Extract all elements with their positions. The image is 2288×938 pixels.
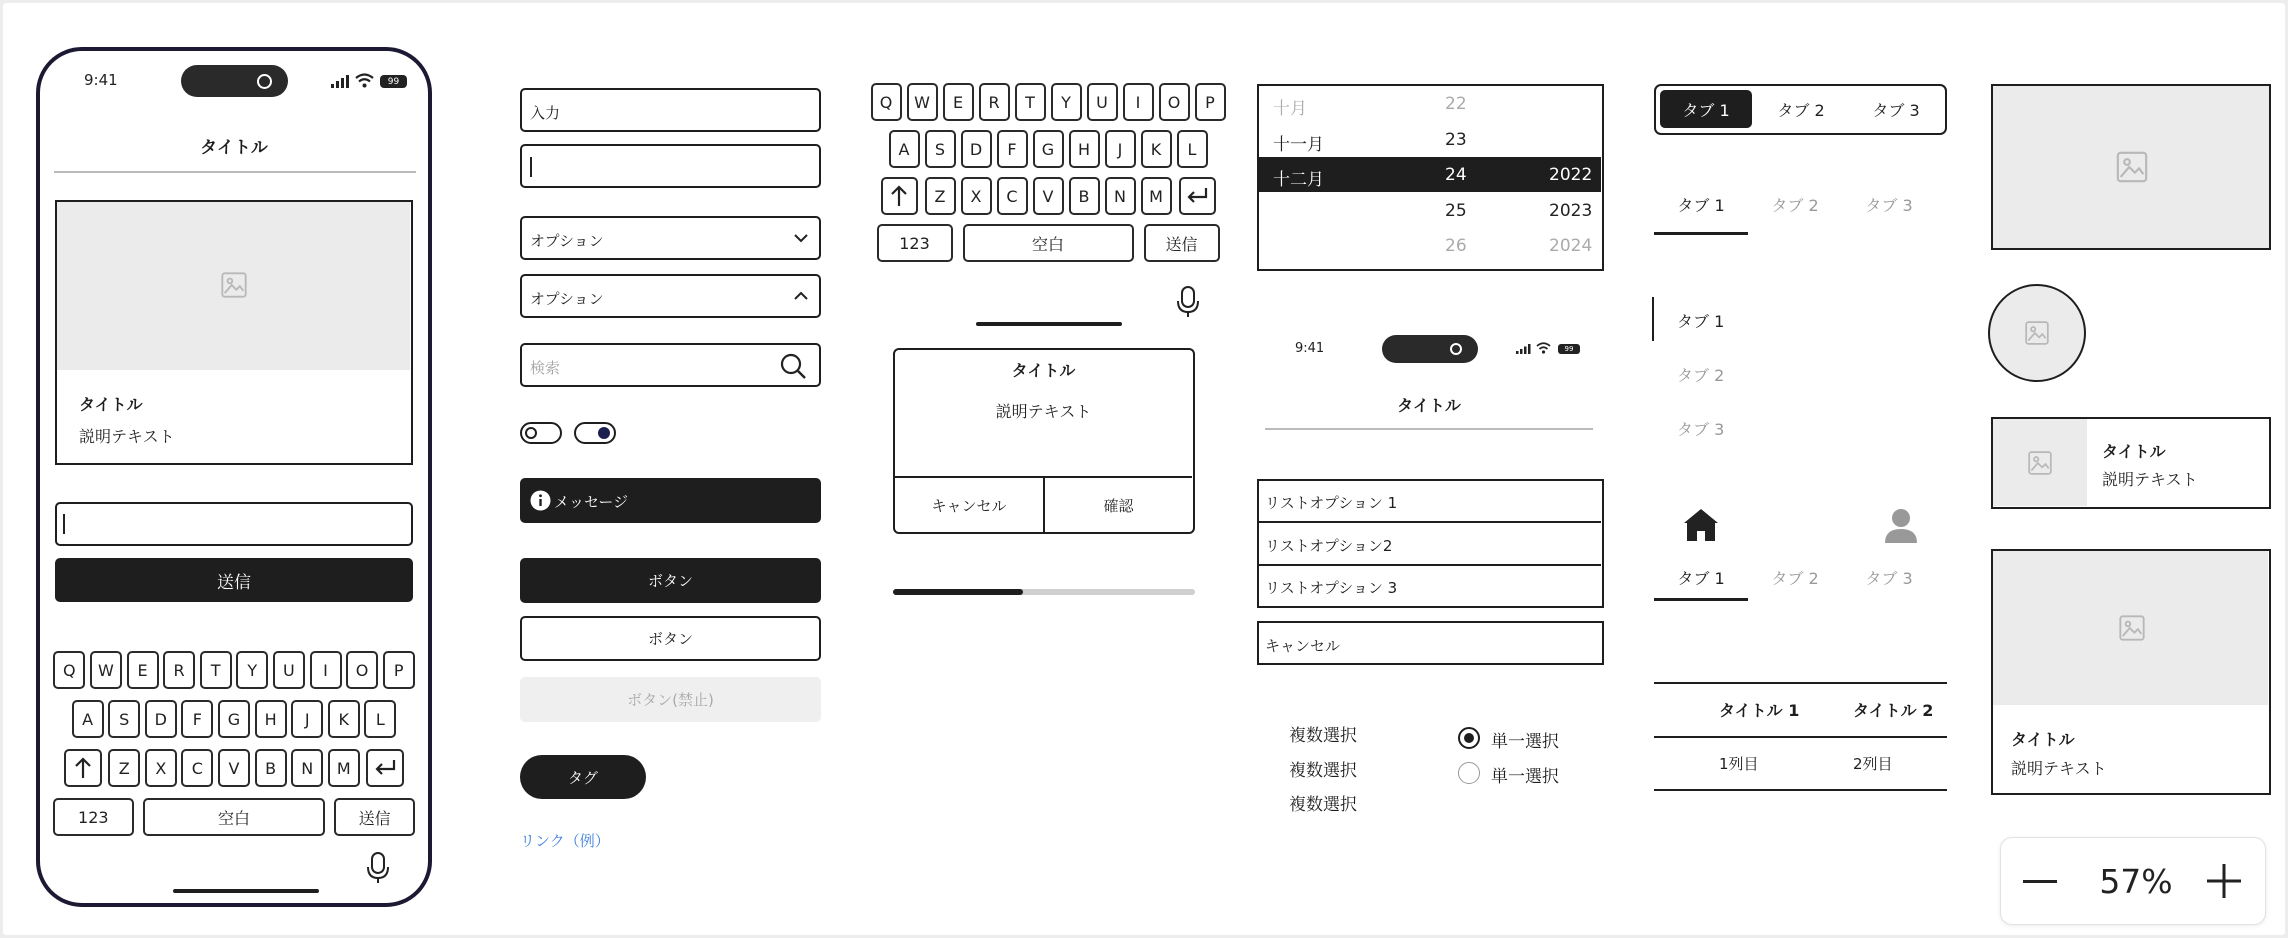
select-open[interactable]: オプション <box>520 274 821 318</box>
text-input-focused[interactable] <box>520 144 821 188</box>
segment-tab[interactable]: タブ 2 <box>1777 100 1825 120</box>
key[interactable]: N <box>291 749 323 787</box>
card-image <box>57 202 410 370</box>
key[interactable]: T <box>200 651 232 689</box>
radio-unchecked[interactable] <box>1458 762 1480 784</box>
text-input[interactable] <box>55 502 413 546</box>
key[interactable]: D <box>145 700 177 738</box>
card-desc: 説明テキスト <box>2011 759 2107 778</box>
key[interactable]: X <box>961 177 992 215</box>
image-placeholder <box>1991 84 2271 250</box>
dialog-confirm-button[interactable]: 確認 <box>1103 496 1134 515</box>
space-key[interactable]: 空白 <box>963 224 1134 262</box>
key[interactable]: M <box>328 749 360 787</box>
dialog-cancel-button[interactable]: キャンセル <box>931 496 1007 515</box>
zoom-control <box>2000 837 2266 925</box>
picker-row-selected[interactable] <box>1259 157 1601 192</box>
key[interactable]: K <box>1141 130 1172 168</box>
table-cell: 2列目 <box>1853 755 1893 773</box>
toggle-off[interactable] <box>520 422 562 444</box>
shift-key[interactable] <box>64 749 102 787</box>
key[interactable]: O <box>346 651 378 689</box>
key[interactable]: S <box>925 130 956 168</box>
avatar-placeholder <box>1988 284 2086 382</box>
shift-icon <box>74 757 92 779</box>
vertical-tabs <box>1652 297 1732 447</box>
key[interactable]: I <box>310 651 342 689</box>
text-input-filled[interactable]: 入力 <box>520 88 821 132</box>
card[interactable] <box>55 200 413 465</box>
picker-year: 2022 <box>1549 165 1593 185</box>
shift-key[interactable] <box>881 177 918 215</box>
action-list <box>1257 479 1604 608</box>
key[interactable]: J <box>1105 130 1136 168</box>
user-icon[interactable] <box>1884 508 1918 544</box>
segment-tab[interactable]: タブ 1 <box>1660 90 1752 128</box>
progress-bar <box>893 589 1195 595</box>
key[interactable]: G <box>218 700 250 738</box>
home-icon[interactable] <box>1683 508 1719 542</box>
submit-button[interactable]: 送信 <box>55 558 413 602</box>
icon-tabs <box>1654 508 1947 600</box>
wifi-icon <box>355 73 374 88</box>
send-key[interactable]: 送信 <box>1144 224 1220 262</box>
picker-year: 2023 <box>1549 200 1593 221</box>
list-card-title: タイトル <box>2102 442 2166 461</box>
chevron-up-icon <box>794 291 808 301</box>
minus-icon[interactable] <box>2023 880 2057 883</box>
image-icon <box>2027 450 2053 476</box>
image-icon <box>2115 150 2149 184</box>
space-key[interactable]: 空白 <box>143 798 325 836</box>
example-link[interactable]: リンク（例） <box>520 832 610 850</box>
multi-select-option[interactable]: 複数選択 <box>1289 795 1357 815</box>
phone-frame <box>36 47 432 907</box>
list-cancel-button[interactable]: キャンセル <box>1257 621 1604 665</box>
disabled-button: ボタン(禁止) <box>520 677 821 722</box>
return-key[interactable] <box>366 749 404 787</box>
icon-tab[interactable]: タブ 3 <box>1865 568 1913 588</box>
key[interactable]: N <box>1105 177 1136 215</box>
key[interactable]: H <box>255 700 287 738</box>
list-option[interactable]: リストオプション 1 <box>1259 481 1601 523</box>
date-picker[interactable] <box>1257 84 1604 271</box>
key[interactable]: E <box>943 83 974 121</box>
select-closed[interactable]: オプション <box>520 216 821 260</box>
secondary-button[interactable]: ボタン <box>520 616 821 661</box>
key[interactable]: V <box>1033 177 1064 215</box>
radio-checked[interactable] <box>1458 727 1480 749</box>
return-key[interactable] <box>1179 177 1216 215</box>
key[interactable]: A <box>889 130 920 168</box>
status-time: 9:41 <box>84 71 118 89</box>
vertical-tab[interactable]: タブ 1 <box>1677 312 1725 331</box>
toggle-on[interactable] <box>574 422 616 444</box>
return-icon <box>1186 187 1208 205</box>
key[interactable]: L <box>1177 130 1208 168</box>
signal-icon <box>1516 344 1531 354</box>
key[interactable]: H <box>1069 130 1100 168</box>
picker-day: 22 <box>1445 94 1467 114</box>
picker-year: 2024 <box>1549 236 1593 256</box>
key[interactable]: B <box>1069 177 1100 215</box>
key[interactable]: Q <box>871 83 902 121</box>
key[interactable]: W <box>90 651 122 689</box>
key[interactable]: G <box>1033 130 1064 168</box>
key[interactable]: C <box>997 177 1028 215</box>
battery-indicator: 99 <box>1558 344 1580 354</box>
key[interactable]: A <box>72 700 104 738</box>
segment-tab[interactable]: タブ 3 <box>1872 100 1920 120</box>
key[interactable]: Y <box>1051 83 1082 121</box>
table-header-1: タイトル 1 <box>1719 701 1800 720</box>
zoom-level: 57% <box>2099 861 2173 901</box>
table-header-2: タイトル 2 <box>1853 701 1934 720</box>
image-icon <box>2024 320 2050 346</box>
key[interactable]: L <box>364 700 396 738</box>
key[interactable]: U <box>1087 83 1118 121</box>
picker-month: 十月 <box>1273 99 1307 119</box>
key[interactable]: Q <box>53 651 85 689</box>
picker-day: 23 <box>1445 129 1467 150</box>
battery-indicator: 99 <box>380 75 407 88</box>
dynamic-island <box>181 65 288 97</box>
underline-tab[interactable]: タブ 3 <box>1865 195 1913 215</box>
vertical-tab[interactable]: タブ 2 <box>1677 366 1725 385</box>
search-input[interactable]: 検索 <box>520 343 821 387</box>
key[interactable]: R <box>163 651 195 689</box>
tag-chip[interactable]: タグ <box>520 755 646 799</box>
icon-tab[interactable]: タブ 1 <box>1677 568 1725 588</box>
status-time: 9:41 <box>1295 341 1325 356</box>
key[interactable]: R <box>979 83 1010 121</box>
key[interactable]: B <box>255 749 287 787</box>
picker-month: 十一月 <box>1273 134 1324 155</box>
underline-tab[interactable]: タブ 1 <box>1677 195 1725 215</box>
key[interactable]: U <box>273 651 305 689</box>
key[interactable]: Z <box>108 749 140 787</box>
info-icon <box>530 490 551 511</box>
key[interactable]: M <box>1141 177 1172 215</box>
card-image <box>1993 551 2268 705</box>
progress-fill <box>893 589 1023 595</box>
list-card-image <box>1993 419 2087 506</box>
key[interactable]: X <box>145 749 177 787</box>
keyboard-standalone <box>866 83 1230 273</box>
underline-tabs <box>1654 179 1947 239</box>
key[interactable]: S <box>108 700 140 738</box>
chevron-down-icon <box>794 233 808 243</box>
key[interactable]: E <box>127 651 159 689</box>
key[interactable]: D <box>961 130 992 168</box>
image-icon <box>2118 614 2146 642</box>
nav-title: タイトル <box>200 138 268 158</box>
picker-day: 25 <box>1445 200 1467 221</box>
plus-icon[interactable] <box>2206 863 2242 899</box>
key[interactable]: P <box>383 651 415 689</box>
radio-option[interactable]: 単一選択 <box>1458 760 1598 786</box>
picker-day: 24 <box>1445 165 1467 185</box>
picker-month: 十二月 <box>1273 170 1324 190</box>
mic-icon[interactable] <box>366 851 390 885</box>
search-icon[interactable] <box>779 352 807 380</box>
segmented-control <box>1654 84 1947 135</box>
key[interactable]: F <box>997 130 1028 168</box>
signal-icon <box>331 75 351 88</box>
list-card-desc: 説明テキスト <box>2102 470 2198 489</box>
shift-icon <box>890 185 908 207</box>
card-title: タイトル <box>79 395 143 414</box>
list-option[interactable]: リストオプション 3 <box>1265 579 1398 597</box>
table-cell: 1列目 <box>1719 755 1759 773</box>
send-key[interactable]: 送信 <box>334 798 415 836</box>
card[interactable] <box>1991 549 2271 795</box>
radio-option[interactable]: 単一選択 <box>1458 725 1598 751</box>
numbers-key[interactable]: 123 <box>53 798 134 836</box>
image-icon <box>220 271 248 299</box>
dialog-desc: 説明テキスト <box>995 402 1092 421</box>
key[interactable]: J <box>291 700 323 738</box>
key[interactable]: T <box>1015 83 1046 121</box>
picker-day: 26 <box>1445 236 1467 256</box>
picker-row[interactable] <box>1259 193 1601 228</box>
message-banner: メッセージ <box>520 478 821 523</box>
keyboard <box>40 651 428 841</box>
key[interactable]: Y <box>236 651 268 689</box>
home-indicator <box>173 889 319 893</box>
card-desc: 説明テキスト <box>79 427 175 446</box>
picker-row[interactable] <box>1259 228 1601 263</box>
dialog-title: タイトル <box>1011 361 1076 380</box>
picker-row[interactable] <box>1259 122 1601 157</box>
numbers-key[interactable]: 123 <box>877 224 953 262</box>
key[interactable]: P <box>1195 83 1226 121</box>
icon-tab[interactable]: タブ 2 <box>1771 568 1819 588</box>
vertical-tab[interactable]: タブ 3 <box>1677 420 1725 439</box>
home-indicator <box>976 322 1122 326</box>
key[interactable]: Z <box>925 177 956 215</box>
dynamic-island <box>1382 335 1478 363</box>
return-icon <box>374 759 396 777</box>
picker-row[interactable] <box>1259 86 1601 121</box>
alert-dialog <box>893 348 1195 534</box>
key[interactable]: O <box>1159 83 1190 121</box>
key[interactable]: I <box>1123 83 1154 121</box>
key[interactable]: V <box>218 749 250 787</box>
multi-select-option[interactable]: 複数選択 <box>1289 726 1357 746</box>
underline-tab[interactable]: タブ 2 <box>1771 195 1819 215</box>
wifi-icon <box>1536 342 1551 354</box>
list-option[interactable]: リストオプション2 <box>1259 524 1601 566</box>
list-card[interactable] <box>1991 417 2271 509</box>
multi-select-option[interactable]: 複数選択 <box>1289 760 1357 781</box>
key[interactable]: C <box>181 749 213 787</box>
mic-icon[interactable] <box>1176 285 1200 319</box>
key[interactable]: F <box>181 700 213 738</box>
primary-button[interactable]: ボタン <box>520 558 821 603</box>
nav-title: タイトル <box>1397 396 1461 415</box>
key[interactable]: W <box>907 83 938 121</box>
card-title: タイトル <box>2011 730 2075 749</box>
key[interactable]: K <box>328 700 360 738</box>
